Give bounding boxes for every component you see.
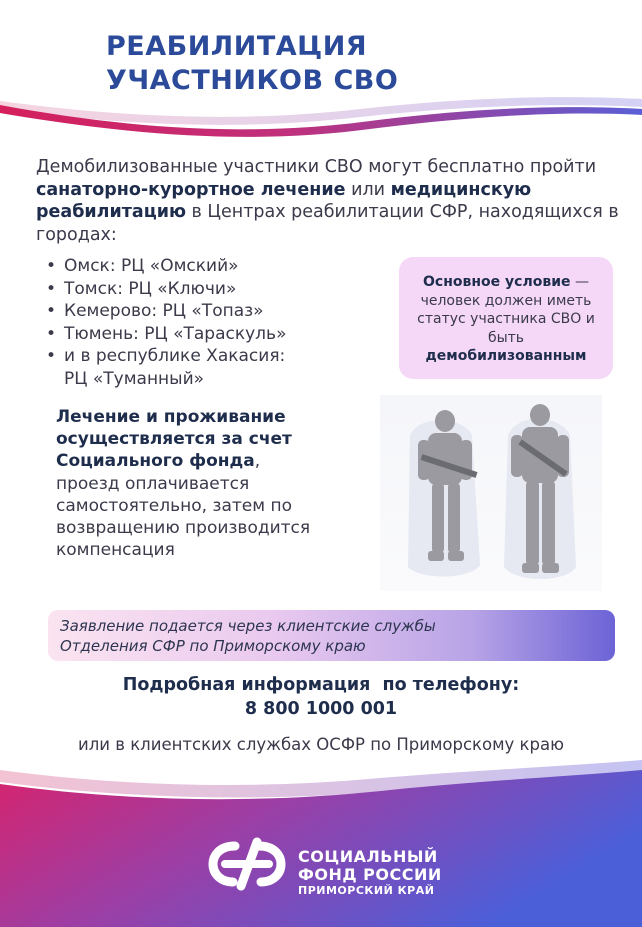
intro-text-1: Демобилизованные участники СВО могут бесплатно пройти bbox=[36, 157, 597, 177]
sfr-logo-text bbox=[298, 848, 442, 898]
logo-line-2: ФОНД РОССИИ bbox=[298, 865, 442, 884]
condition-bold-2: демобилизованным bbox=[425, 348, 587, 364]
list-item: • и в республике Хакасия: bbox=[44, 345, 286, 368]
phone-number[interactable]: 8 800 1000 001 bbox=[244, 699, 398, 719]
soldiers-illustration bbox=[380, 395, 602, 591]
banner-line-2: Отделения СФР по Приморскому краю bbox=[60, 637, 366, 655]
list-item-continuation: РЦ «Туманный» bbox=[64, 368, 205, 389]
page-title bbox=[106, 30, 398, 98]
condition-text: — человек должен иметь статус участника СВО и быть bbox=[417, 274, 595, 346]
intro-text-3: в Центрах реабилитации СФР, находящихся в городах: bbox=[36, 202, 619, 245]
offices-text: или в клиентских службах ОСФР по Приморскому краю bbox=[78, 735, 564, 754]
cities-list bbox=[44, 255, 286, 390]
condition-box bbox=[399, 257, 613, 379]
logo-line-3: ПРИМОРСКИЙ КРАЙ bbox=[298, 884, 435, 897]
list-item: • Томск: РЦ «Ключи» bbox=[44, 278, 286, 301]
list-item: • Кемерово: РЦ «Топаз» bbox=[44, 300, 286, 323]
funding-text: , проезд оплачивается самостоятельно, затем по возвращению производится компенсация bbox=[56, 451, 311, 561]
sfr-logo-icon bbox=[205, 836, 289, 892]
footer-background bbox=[0, 760, 642, 927]
intro-bold-2: медицинскую реабилитацию bbox=[36, 179, 532, 222]
intro-text-2: или bbox=[345, 179, 391, 200]
list-item: • Тюмень: РЦ «Тараскуль» bbox=[44, 323, 286, 346]
intro-bold-1: санаторно-курортное лечение bbox=[36, 179, 346, 200]
list-item: • Омск: РЦ «Омский» bbox=[44, 255, 286, 278]
title-line-2: УЧАСТНИКОВ СВО bbox=[106, 65, 399, 96]
funding-paragraph bbox=[56, 406, 326, 561]
phone-info bbox=[0, 673, 642, 721]
logo-line-1: СОЦИАЛЬНЫЙ bbox=[298, 847, 438, 866]
application-banner bbox=[48, 610, 615, 661]
banner-line-1: Заявление подается через клиентские службы bbox=[60, 617, 436, 635]
phone-label: Подробная информация по телефону: bbox=[122, 675, 520, 695]
condition-bold-1: Основное условие bbox=[423, 274, 571, 290]
intro-paragraph bbox=[36, 156, 636, 246]
title-line-1: РЕАБИЛИТАЦИЯ bbox=[106, 31, 368, 62]
top-wave-decoration bbox=[0, 95, 642, 140]
funding-bold: Лечение и проживание осуществляется за счет Социального фонда bbox=[56, 407, 292, 472]
